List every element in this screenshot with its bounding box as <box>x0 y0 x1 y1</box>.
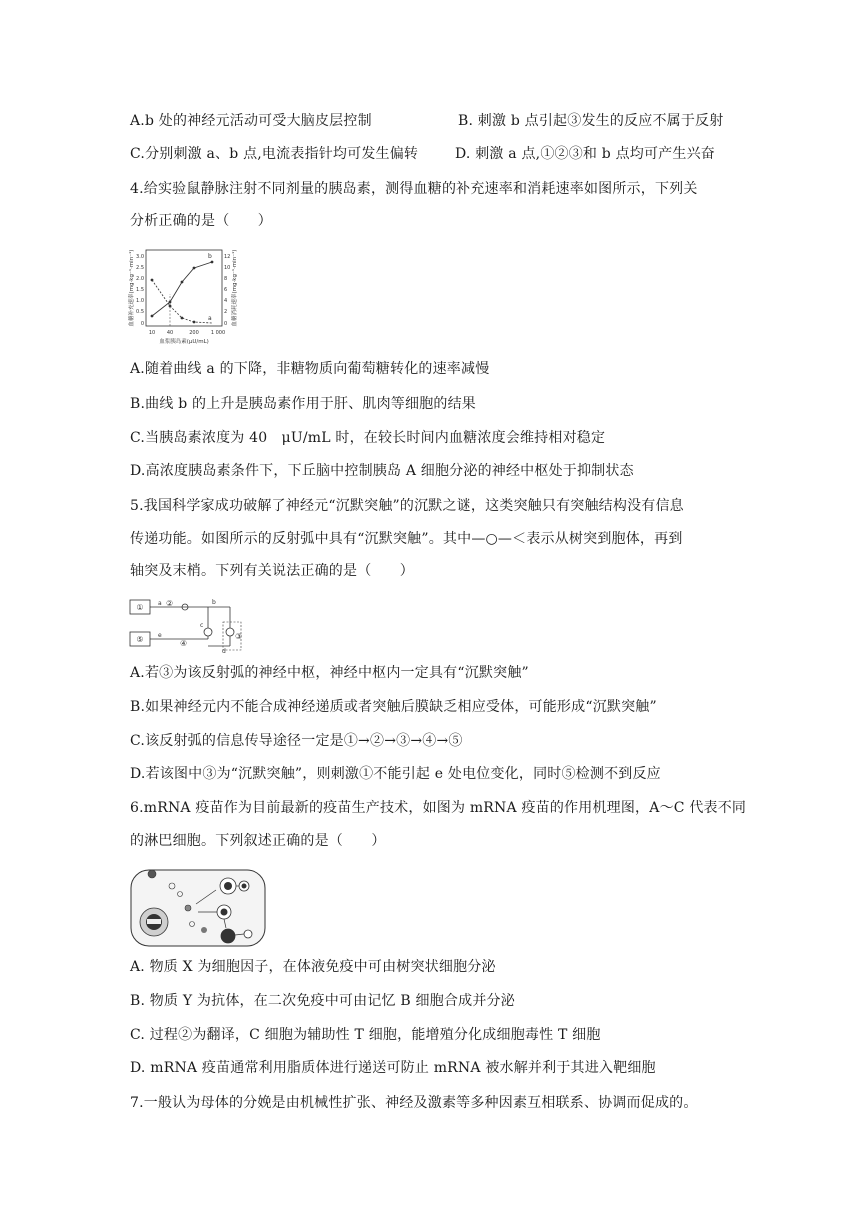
q6-option-c: C. 过程②为翻译，C 细胞为辅助性 T 细胞，能增殖分化成细胞毒性 T 细胞 <box>130 1027 601 1043</box>
q4-option-b: B.曲线 b 的上升是胰岛素作用于肝、肌肉等细胞的结果 <box>130 396 476 412</box>
right-tick: 12 <box>224 254 231 260</box>
molecule <box>201 927 207 933</box>
right-axis-label: 血糖消耗速率(mg·kg⁻¹·min⁻¹) <box>232 249 238 327</box>
q5-stem-line3: 轴突及末梢。下列有关说法正确的是（ ） <box>130 563 414 579</box>
right-tick: 8 <box>224 276 228 282</box>
x-tick: 10 <box>148 330 156 336</box>
q3-option-a: A.b 处的神经元活动可受大脑皮层控制 <box>130 113 372 129</box>
letter-d: d <box>222 648 226 655</box>
q3-option-d: D. 刺激 a 点,①②③和 b 点均可产生兴奋 <box>455 146 715 162</box>
letter-a: a <box>158 600 162 607</box>
interneuron <box>226 628 234 636</box>
q7-stem-line1: 7.一般认为母体的分娩是由机械性扩张、神经及激素等多种因素互相联系、协调而促成的。 <box>130 1095 698 1111</box>
left-tick: 2.5 <box>136 265 144 271</box>
q4-option-c: C.当胰岛素浓度为 40 μU/mL 时，在较长时间内血糖浓度会维持相对稳定 <box>130 430 606 446</box>
x-tick: 1 000 <box>210 330 226 336</box>
nucleus-band <box>147 919 161 924</box>
left-tick: 0 <box>140 321 144 327</box>
curve-a-point <box>193 321 196 324</box>
curve-a-label: a <box>208 315 212 322</box>
curve-a-point <box>181 317 184 320</box>
memory-cell <box>244 930 252 938</box>
right-tick: 2 <box>224 309 228 315</box>
lipid-nanoparticle <box>148 870 156 878</box>
lymphocyte-nucleus <box>224 882 232 890</box>
q5-option-a: A.若③为该反射弧的神经中枢，神经中枢内一定具有“沉默突触” <box>130 665 529 681</box>
lymphocyte-nucleus <box>242 884 247 889</box>
left-axis-label: 血糖补充速率(mg·kg⁻¹·min⁻¹) <box>129 249 135 327</box>
left-tick: 0.5 <box>136 309 144 315</box>
curve-b-point <box>211 261 214 264</box>
curve-a-point <box>151 279 154 282</box>
q5-option-d: D.若该图中③为“沉默突触”，则刺激①不能引起 e 处电位变化，同时⑤检测不到反应 <box>130 766 661 782</box>
q5-option-c: C.该反射弧的信息传导途径一定是①→②→③→④→⑤ <box>130 733 463 749</box>
right-tick: 0 <box>224 321 228 327</box>
q5-stem-line1: 5.我国科学家成功破解了神经元“沉默突触”的沉默之谜，这类突触只有突触结构没有信息 <box>130 498 684 514</box>
left-tick: 2.0 <box>136 276 144 282</box>
curve-b-point <box>181 281 184 284</box>
q3-option-c: C.分别刺激 a、b 点,电流表指针均可发生偏转 <box>130 146 419 162</box>
q6-stem-line1: 6.mRNA 疫苗作为目前最新的疫苗生产技术，如图为 mRNA 疫苗的作用机理图，A～C 代表不同 <box>130 800 747 816</box>
letter-b: b <box>212 599 216 606</box>
q4-option-d: D.高浓度胰岛素条件下，下丘脑中控制胰岛 A 细胞分泌的神经中枢处于抑制状态 <box>130 463 634 479</box>
q6-option-a: A. 物质 X 为细胞因子，在体液免疫中可由树突状细胞分泌 <box>130 959 496 975</box>
label-3: ③ <box>235 632 243 641</box>
left-tick: 1.0 <box>136 298 144 304</box>
antigen-protein <box>185 905 191 911</box>
left-tick: 3.0 <box>136 254 144 260</box>
x-tick: 40 <box>166 330 174 336</box>
q3-option-b: B. 刺激 b 点引起③发生的反应不属于反射 <box>458 113 724 129</box>
curve-b <box>152 262 212 316</box>
right-tick: 6 <box>224 287 228 293</box>
reflex-arc-figure <box>128 594 246 656</box>
curve-a <box>152 280 212 323</box>
curve-b-point <box>193 267 196 270</box>
x-axis-label: 血浆胰岛素(μU/mL) <box>159 339 209 345</box>
q6-stem-line2: 的淋巴细胞。下列叙述正确的是（ ） <box>130 833 386 849</box>
label-5: ⑤ <box>136 635 144 644</box>
left-tick: 1.5 <box>136 287 144 293</box>
curve-b-point <box>169 301 172 304</box>
label-1: ① <box>136 603 144 612</box>
interneuron <box>204 628 212 636</box>
q5-option-b: B.如果神经元内不能合成神经递质或者突触后膜缺乏相应受体，可能形成“沉默突触” <box>130 699 657 715</box>
insulin-rate-figure <box>128 244 240 352</box>
letter-c: c <box>200 622 204 629</box>
curve-a-point <box>169 305 172 308</box>
x-tick: 200 <box>189 330 199 336</box>
curve-b-label: b <box>208 253 212 260</box>
q5-stem-line2: 传递功能。如图所示的反射弧中具有“沉默突触”。其中—○—＜表示从树突到胞体，再到 <box>130 531 683 547</box>
q6-option-b: B. 物质 Y 为抗体，在二次免疫中可由记忆 B 细胞合成并分泌 <box>130 993 515 1009</box>
curve-b-point <box>151 315 154 318</box>
q4-option-a: A.随着曲线 a 的下降，非糖物质向葡萄糖转化的速率减慢 <box>130 361 490 377</box>
label-4: ④ <box>180 639 188 648</box>
label-2: ② <box>166 599 174 608</box>
q6-option-d: D. mRNA 疫苗通常利用脂质体进行递送可防止 mRNA 被水解并利于其进入靶细胞 <box>130 1060 656 1076</box>
letter-e: e <box>158 632 162 639</box>
mrna-vaccine-figure <box>128 864 268 948</box>
lymphocyte-nucleus <box>221 909 228 916</box>
right-tick: 10 <box>224 265 231 271</box>
effector-cell <box>221 929 235 943</box>
q4-stem-line1: 4.给实验鼠静脉注射不同剂量的胰岛素，测得血糖的补充速率和消耗速率如图所示，下列关 <box>130 181 698 197</box>
q4-stem-line2: 分析正确的是（ ） <box>130 213 272 229</box>
right-tick: 4 <box>224 298 228 304</box>
